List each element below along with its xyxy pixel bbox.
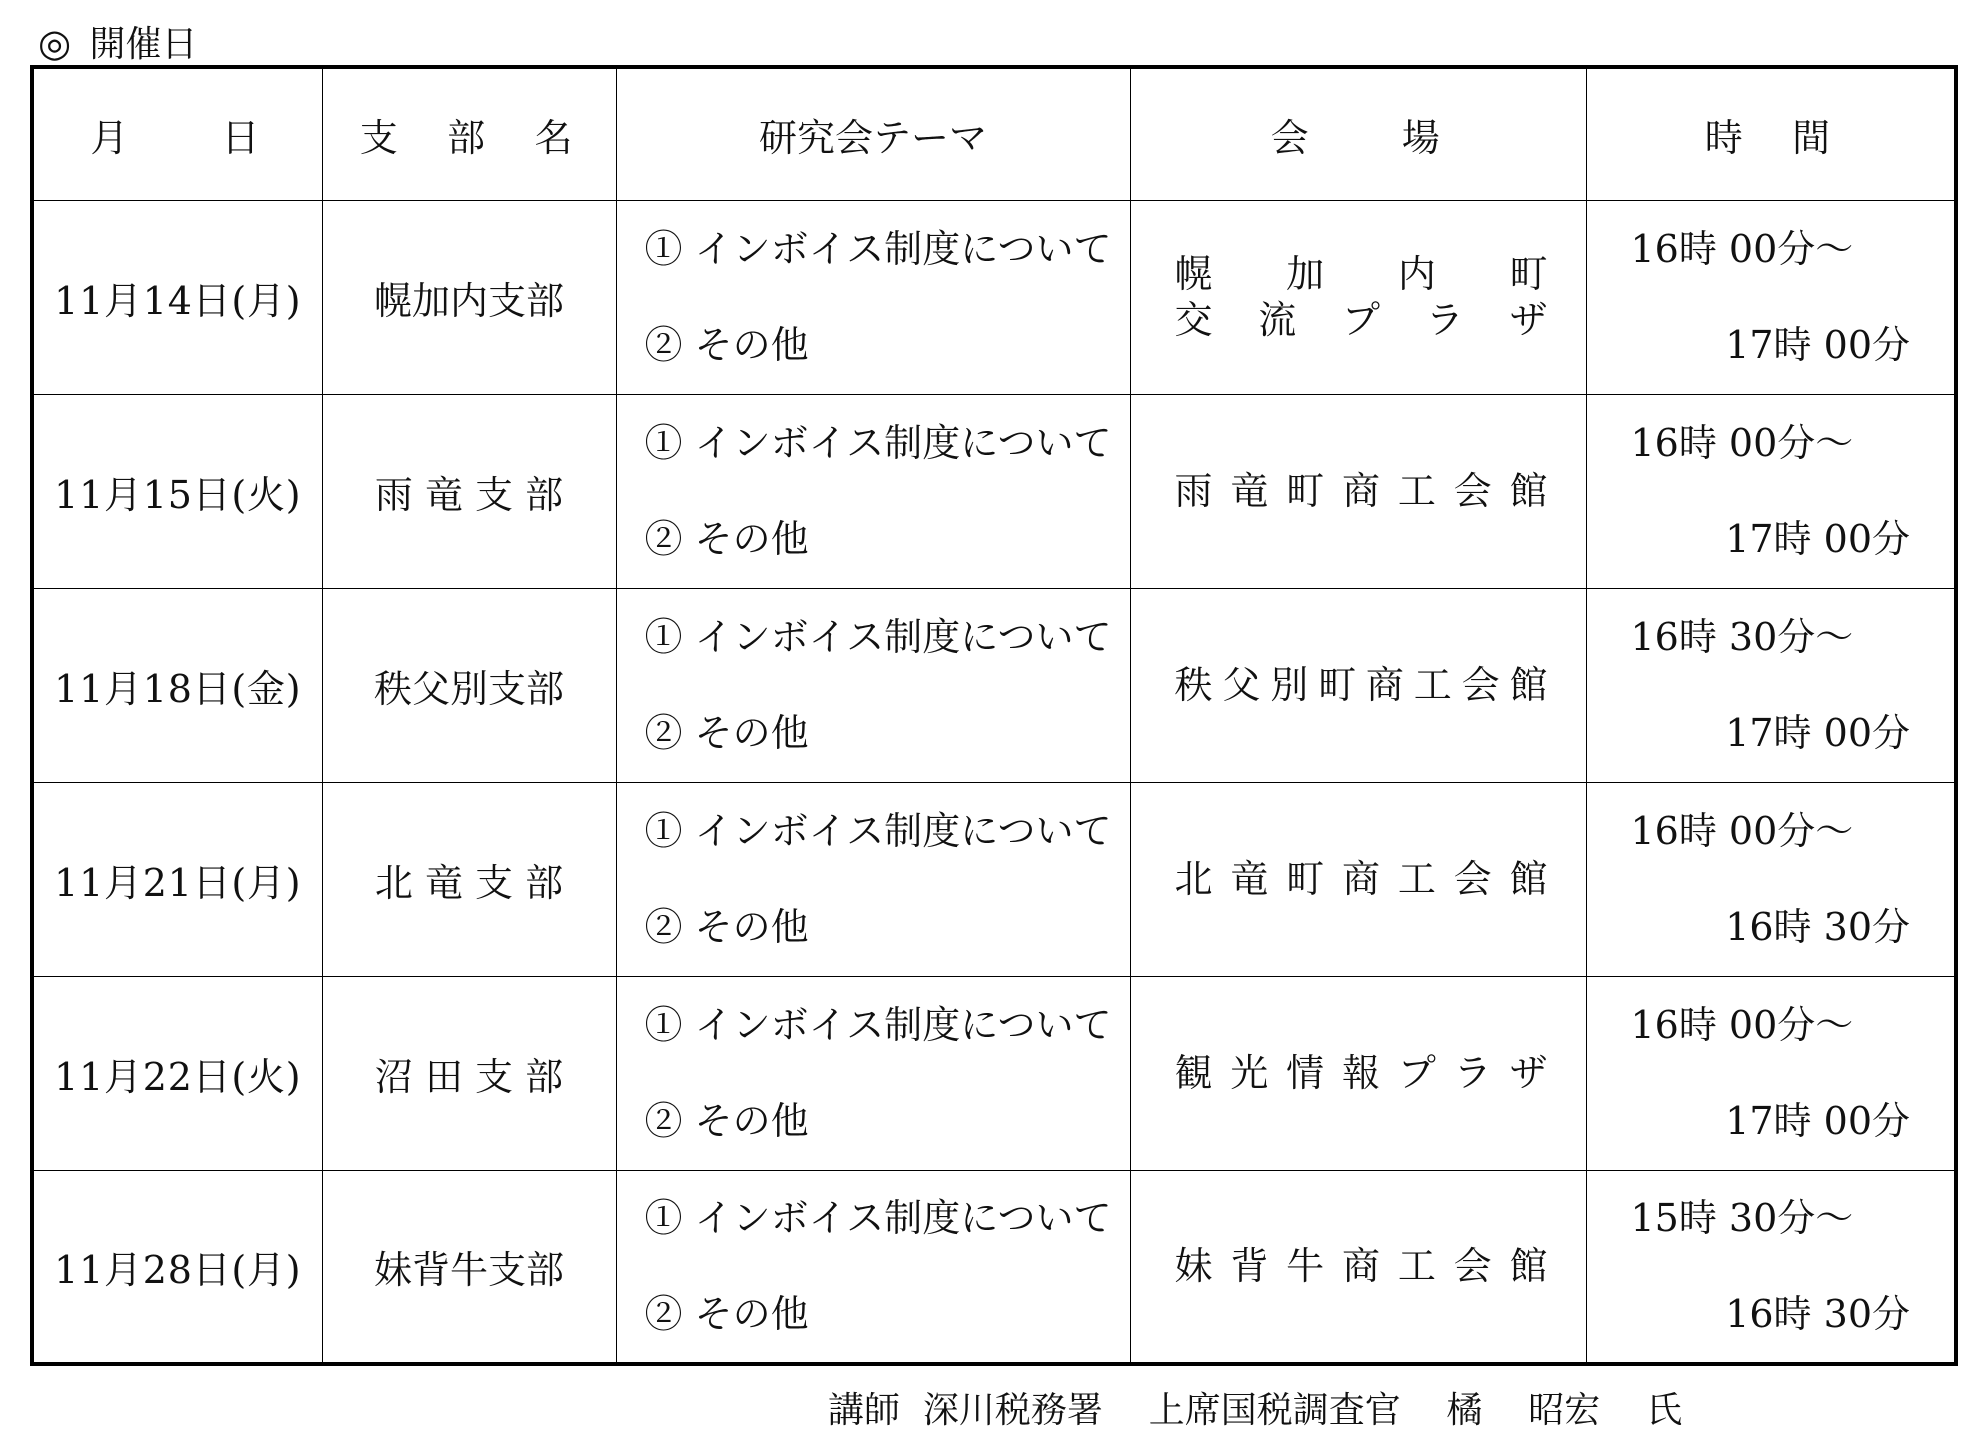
double-circle-icon: ◎ <box>38 21 72 65</box>
header-time: 時 間 <box>1586 67 1956 200</box>
table-row <box>32 200 1956 394</box>
time-cell <box>1586 976 1956 1170</box>
theme-item-2: ② その他 <box>644 517 809 561</box>
section-heading <box>38 20 197 68</box>
theme-cell <box>616 200 1130 394</box>
time-end: 17時 00分 <box>1725 711 1910 755</box>
time-cell <box>1586 1170 1956 1364</box>
time-end: 16時 30分 <box>1725 1292 1910 1337</box>
table-row <box>32 588 1956 782</box>
time-start: 15時 30分～ <box>1630 1196 1854 1241</box>
header-venue: 会 場 <box>1130 67 1586 200</box>
venue-cell <box>1130 588 1586 782</box>
lecturer-position: 上席国税調査官 <box>1148 1390 1401 1431</box>
time-end: 16時 30分 <box>1725 905 1910 949</box>
venue-line-1: 幌 加 内 町 <box>1174 252 1548 296</box>
theme-item-1: ① インボイス制度について <box>644 1003 1112 1047</box>
branch-cell: 妹背牛支部 <box>322 1170 616 1364</box>
venue-cell <box>1130 394 1586 588</box>
lecturer-honorific: 氏 <box>1646 1390 1683 1431</box>
header-branch: 支 部 名 <box>322 67 616 200</box>
branch-cell: 雨 竜 支 部 <box>322 394 616 588</box>
time-cell <box>1586 588 1956 782</box>
time-end: 17時 00分 <box>1725 517 1910 561</box>
lecturer-surname: 橘 <box>1446 1390 1483 1431</box>
theme-item-2: ② その他 <box>644 1099 809 1143</box>
time-cell <box>1586 200 1956 394</box>
schedule-table <box>30 65 1958 1366</box>
theme-cell <box>616 782 1130 976</box>
time-start: 16時 00分～ <box>1630 809 1854 853</box>
theme-item-1: ① インボイス制度について <box>644 615 1112 659</box>
date-cell: 11月28日(月) <box>32 1170 322 1364</box>
date-cell: 11月21日(月) <box>32 782 322 976</box>
time-cell <box>1586 782 1956 976</box>
venue-name: 観光情報プラザ <box>1174 1051 1548 1095</box>
time-end: 17時 00分 <box>1725 323 1910 367</box>
time-start: 16時 00分～ <box>1630 421 1854 465</box>
theme-cell <box>616 588 1130 782</box>
lecturer-line <box>828 1388 1682 1434</box>
branch-cell: 沼 田 支 部 <box>322 976 616 1170</box>
branch-cell: 幌加内支部 <box>322 200 616 394</box>
time-start: 16時 00分～ <box>1630 1003 1854 1047</box>
time-start: 16時 00分～ <box>1630 227 1854 271</box>
theme-cell <box>616 1170 1130 1364</box>
theme-cell <box>616 394 1130 588</box>
venue-cell <box>1130 200 1586 394</box>
venue-cell <box>1130 976 1586 1170</box>
venue-name: 北竜町商工会館 <box>1174 857 1548 901</box>
theme-item-2: ② その他 <box>644 711 809 755</box>
lecturer-office: 深川税務署 <box>922 1390 1103 1431</box>
lecturer-label: 講師 <box>828 1390 901 1431</box>
table-row <box>32 394 1956 588</box>
venue-line-2: 交 流 プ ラ ザ <box>1174 298 1548 342</box>
header-date: 月 日 <box>32 67 322 200</box>
venue-name: 雨竜町商工会館 <box>1174 469 1548 513</box>
time-start: 16時 30分～ <box>1630 615 1854 659</box>
venue-cell <box>1130 782 1586 976</box>
theme-item-1: ① インボイス制度について <box>644 227 1112 271</box>
theme-item-2: ② その他 <box>644 323 809 367</box>
venue-cell <box>1130 1170 1586 1364</box>
time-end: 17時 00分 <box>1725 1099 1910 1143</box>
theme-item-1: ① インボイス制度について <box>644 421 1112 465</box>
table-header-row <box>32 67 1956 200</box>
date-cell: 11月18日(金) <box>32 588 322 782</box>
lecturer-given-name: 昭宏 <box>1528 1390 1601 1431</box>
venue-name: 妹背牛商工会館 <box>1174 1244 1548 1289</box>
date-cell: 11月22日(火) <box>32 976 322 1170</box>
section-title: 開催日 <box>89 24 198 65</box>
theme-item-1: ① インボイス制度について <box>644 1196 1112 1241</box>
theme-item-1: ① インボイス制度について <box>644 809 1112 853</box>
date-cell: 11月15日(火) <box>32 394 322 588</box>
venue-name: 秩父別町商工会館 <box>1174 663 1548 707</box>
date-cell: 11月14日(月) <box>32 200 322 394</box>
theme-item-2: ② その他 <box>644 905 809 949</box>
table-row <box>32 782 1956 976</box>
theme-cell <box>616 976 1130 1170</box>
table-row <box>32 976 1956 1170</box>
table-row <box>32 1170 1956 1364</box>
theme-item-2: ② その他 <box>644 1292 809 1337</box>
header-theme: 研究会テーマ <box>616 67 1130 200</box>
branch-cell: 北 竜 支 部 <box>322 782 616 976</box>
branch-cell: 秩父別支部 <box>322 588 616 782</box>
time-cell <box>1586 394 1956 588</box>
